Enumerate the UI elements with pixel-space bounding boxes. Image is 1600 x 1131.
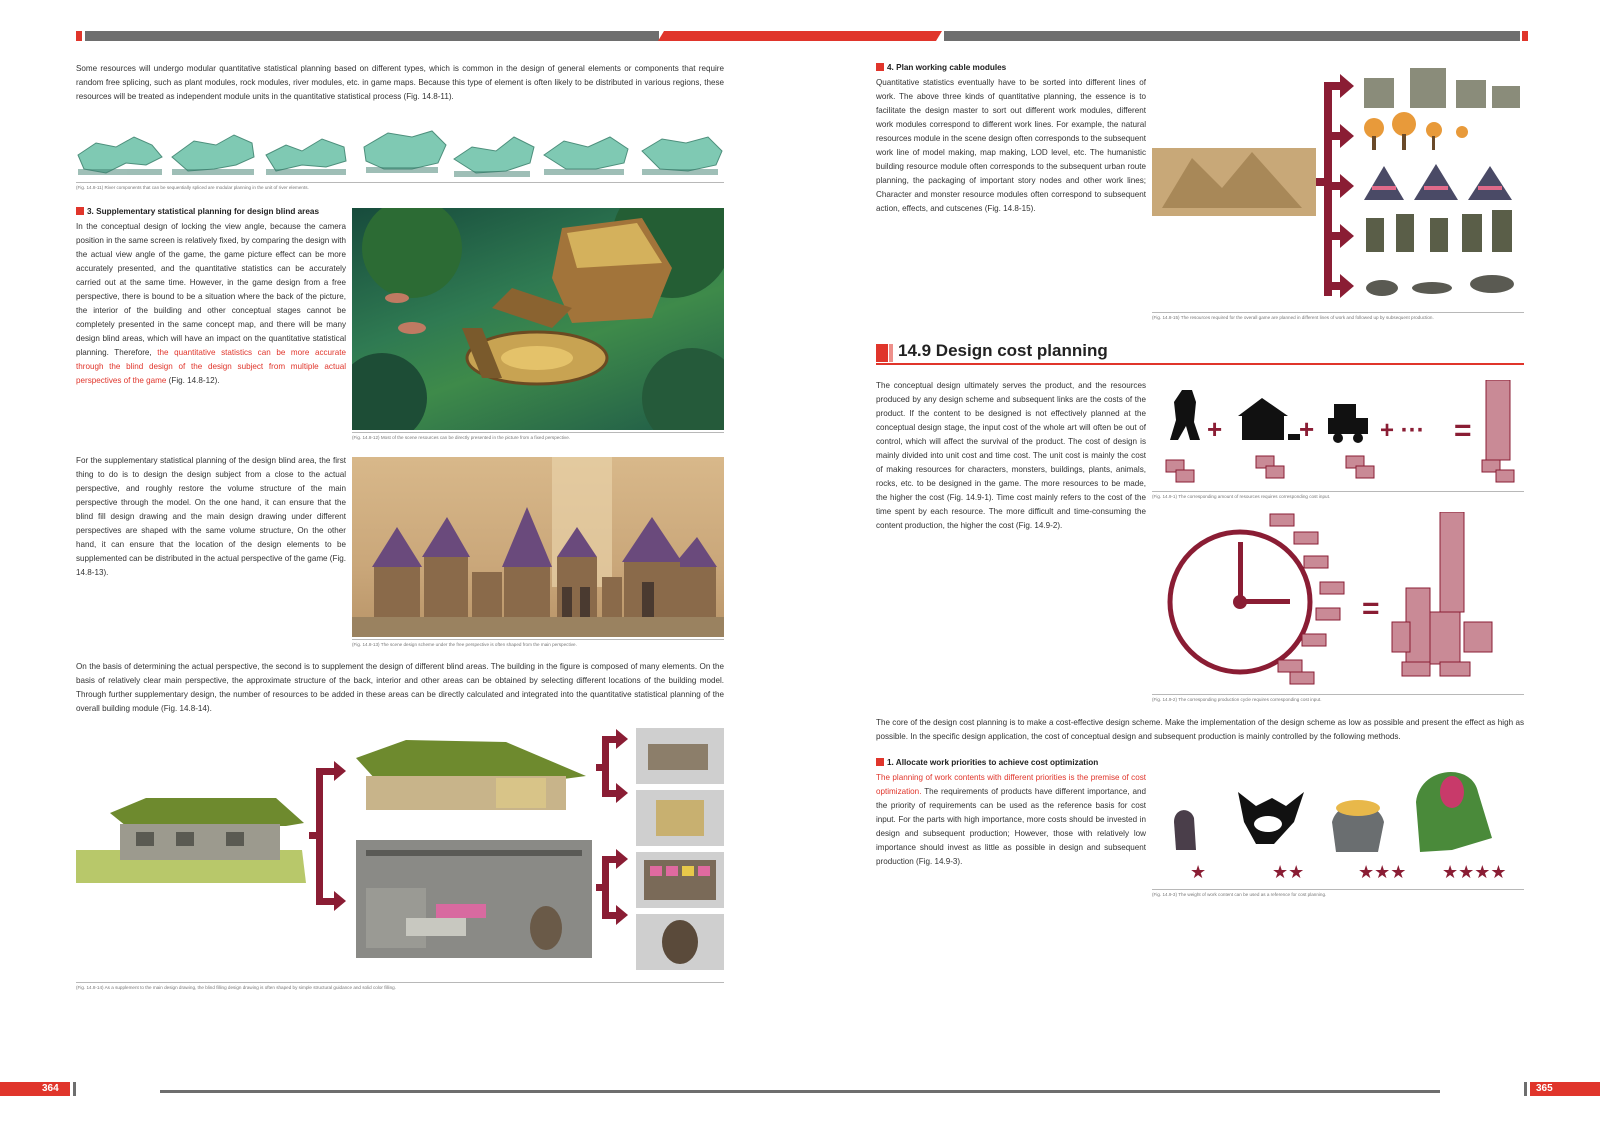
time-cost-figure [1152,512,1524,692]
top-bar-right-accent [1522,31,1528,41]
section-4-text: Quantitative statistics eventually have to be sorted into different lines of work. The above three kinds of quantitative planning, the essence is to facilitate the design master to sort out different work modules, different work modules correspond to different work lines. For example, the natural resources module in the scene design often corresponds to the subsequent work line of model making, map making, LOD level, etc. The humanistic building resource module often corresponds to the subsequent urban route planning, the packaging of important story nodes and other work lines; Character and monster resource modules often correspond to subsequent action, effects, and cutscenes (Fig. 14.8-15). [876,78,1146,213]
section-1-text: The planning of work contents with different priorities is the premise of cost optimization. The requirements of products have different importance, and the priority of requirements can be used as the reference basis for cost input. For the parts with high importance, more costs should be invested in design and subsequent production; However, those with relatively low importance should invest as little as possible in design and subsequent production (Fig. 14.9-3). [876,773,1146,866]
star-rating-1: ★ [1190,862,1207,882]
caption-14-9-3: (Fig. 14.9-3) The weight of work content can be used as a reference for cost planning. [1152,889,1524,898]
section-1-title: 1. Allocate work priorities to achieve cost optimization [876,757,1176,769]
heading-underline [876,363,1524,365]
caption-14-8-11: (Fig. 14.8-11) River components that can be sequentially spliced are modular planning in the unit of river elements. [76,182,724,191]
house-interior-view [356,840,592,958]
plus-dots: + ··· [1380,417,1425,444]
section-3-text: In the conceptual design of locking the view angle, because the camera position in the same screen is relatively fixed, by comparing the design with the actual view angle of the game, the game picture effect can be more accurately presented, and the quantitative statistics can be accurately carried out at the same time. However, in the game design from a free perspective, there is bound to be a situation where the back of the picture, the interior of the building and other conceptual stages cannot be completely presented in the same concept map, and there will be many design blind areas, which will have an impact on the quantitative statistical planning. Therefore, the quantitative statistics can be more accurate through the blind design of the design subject from multiple actual perspectives of the game (Fig. 14.8-12). [76,222,346,385]
caption-14-8-12: (Fig. 14.8-12) Most of the scene resources can be directly presented in the picture from a fixed perspective. [352,432,724,441]
heading-marker [876,344,888,362]
equals-sign-1: = [1454,414,1472,447]
resource-cost-equation [1152,380,1524,490]
heading-marker-light [889,344,893,362]
top-bar-left-accent [76,31,82,41]
intro-paragraph: Some resources will undergo modular quantitative statistical planning based on different types, which is common in the design of general elements or components that require random free splicing, such as plant modules, rock modules, river modules, etc. in game maps. Because this type of element is often likely to be distributed in various regions, these resources will be treated as independent module units in the quantitative statistical process (Fig. 14.8-11). [76,64,724,101]
paragraph-14-8-14: On the basis of determining the actual perspective, the second is to supplement the design of different blind areas. The building in the figure is composed of many elements. On the basis of relatively clear main perspective, the approximate structure of the back, interior and other areas can be obtained by selecting different locations of the building model. Through further supplementary design, the number of resources to be added in these areas can be directly calculated and integrated into the quantitative statistical planning of the overall building module (Fig. 14.8-14). [76,662,724,713]
house-main-view [76,798,306,883]
plus-sign-2: + [1299,414,1315,444]
plus-sign-1: + [1207,414,1223,444]
caption-14-8-13: (Fig. 14.8-13) The scene design scheme under the free perspective is often shaped from the main perspective. [352,639,724,648]
section-3-title: 3. Supplementary statistical planning for design blind areas [76,206,346,218]
page-number-right: 365 [1536,1083,1553,1094]
caption-14-9-1: (Fig. 14.9-1) The corresponding amount of resources requires corresponding cost input. [1152,491,1524,500]
star-rating-3: ★★★ [1358,862,1407,882]
heading-14-9: 14.9 Design cost planning [898,341,1108,360]
section-4-title: 4. Plan working cable modules [876,62,1146,74]
top-bar-left [85,31,659,41]
page-number-left: 364 [42,1083,59,1094]
top-bar-right [944,31,1520,41]
river-modules-figure [76,125,724,181]
equals-sign-2: = [1362,592,1380,625]
work-lines-figure [1152,68,1524,310]
cost-planning-text: The conceptual design ultimately serves the product, and the resources produced by any design scheme and subsequent links are the costs of the product. If the content to be designed is not effectively planned at the conceptual design stage, the input cost of the whole art will often be out of control, which will affect the survival of the product. The cost of design is mainly divided into unit cost and time cost. The unit cost is mainly the cost of making resources for characters, monsters, buildings, plants, animals, rocks, etc. to be designed in the game. The more resources to be made, the higher the cost (Fig. 14.9-1). Time cost mainly refers to the cost of the time spent by each resource. The more difficult and time-consuming the content production, the higher the cost (Fig. 14.9-2). [876,381,1146,530]
module-thumbnails [636,728,724,970]
star-rating-4: ★★★★ [1442,862,1507,882]
section-marker [876,63,884,71]
caption-14-9-2: (Fig. 14.9-2) The corresponding production cycle requires corresponding cost input. [1152,694,1524,703]
paragraph-14-8-13: For the supplementary statistical planning of the design blind area, the first thing to do is to design the design subject from a close to the actual perspective, and roughly restore the volume structure of the main perspective through the model. On the one hand, it can ensure that the blind fill design drawing and the main design drawing under different perspectives are shaped with the same volume structure, On the other hand, it can ensure that the location of the design elements to be supplemented can be distributed in the actual perspective of the game (Fig. 14.8-13). [76,456,346,577]
town-illustration [352,457,724,637]
section-marker [76,207,84,215]
forest-village-illustration [352,208,724,430]
section-marker [876,758,884,766]
footer-right-tick [1524,1082,1527,1096]
footer-rule [160,1090,1440,1093]
house-back-view [356,740,586,810]
top-bar-center-red [658,31,942,41]
footer-left-tab [0,1082,70,1096]
footer-left-tick [73,1082,76,1096]
star-rating-2: ★★ [1272,862,1305,882]
caption-14-8-15: (Fig. 14.8-15) The resources required for the overall game are planned in different lines of work and followed up by subsequent production. [1152,312,1524,321]
core-cost-paragraph: The core of the design cost planning is to make a cost-effective design scheme. Make the implementation of the design scheme as low as possible and present the effect as high as possible. In the specific design application, the cost of conceptual design and subsequent production is mainly controlled by the following methods. [876,718,1524,741]
stars-row [1152,862,1524,884]
building-breakdown-figure [76,728,724,978]
caption-14-8-14: (Fig. 14.8-14) As a supplement to the main design drawing, the blind filling design drawing is often shaped by simple structural guidance and solid color filling. [76,982,724,991]
